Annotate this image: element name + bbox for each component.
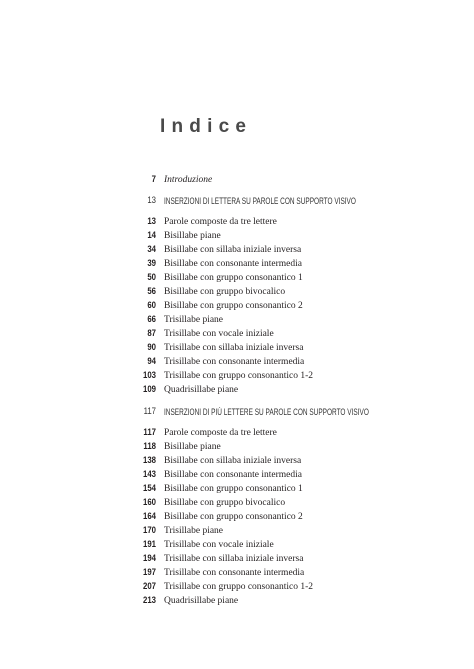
toc-entry (0, 285, 474, 299)
toc-page-number: 90 (147, 342, 156, 353)
toc-entry-label: Parole composte da tre lettere (164, 428, 277, 438)
toc-entry-label: Trisillabe con gruppo consonantico 1-2 (164, 582, 313, 592)
toc-entry (0, 383, 474, 397)
toc-entry-label: Trisillabe con gruppo consonantico 1-2 (164, 371, 313, 381)
toc-page-number: 191 (142, 539, 156, 550)
toc-entry (0, 440, 474, 454)
toc-page-number: 13 (147, 195, 156, 206)
toc-page-number: 160 (142, 497, 156, 508)
toc-entry-label: Bisillabe con gruppo bivocalico (164, 498, 286, 508)
toc-entry-label: Trisillabe piane (164, 315, 224, 325)
toc-entry (0, 496, 474, 510)
toc-entry (0, 369, 474, 383)
toc-page-number: 109 (142, 384, 156, 395)
toc-entry-label: Bisillabe con gruppo consonantico 2 (164, 301, 303, 311)
toc-entry (0, 566, 474, 580)
toc-page-number: 7 (151, 174, 156, 185)
toc-entry-label: Bisillabe con sillaba iniziale inversa (164, 456, 302, 466)
toc-entry-label: Trisillabe con sillaba iniziale inversa (164, 554, 304, 564)
toc-entry (0, 299, 474, 313)
toc-entry-label: Trisillabe con consonante intermedia (164, 568, 305, 578)
toc-entry (0, 257, 474, 271)
toc-entry (0, 243, 474, 257)
toc-page-number: 170 (142, 525, 156, 536)
toc-page-number: 103 (142, 370, 156, 381)
toc-page-number: 117 (143, 406, 156, 417)
toc-entry-label: Trisillabe con consonante intermedia (164, 357, 305, 367)
page-title: Indice (160, 116, 253, 137)
toc-entry (0, 482, 474, 496)
toc-page-number: 87 (147, 328, 156, 339)
toc-entry-label: Quadrisillabe piane (164, 596, 239, 606)
toc-entry-label: Bisillabe con gruppo consonantico 1 (164, 273, 303, 283)
toc-entry-label: Parole composte da tre lettere (164, 217, 277, 227)
toc-page-number: 117 (143, 427, 156, 438)
toc-entry-label: Bisillabe con gruppo bivocalico (164, 287, 286, 297)
toc-page-number: 34 (147, 244, 156, 255)
toc-entry-label: Bisillabe piane (164, 442, 221, 452)
toc-entry-label: Bisillabe con gruppo consonantico 2 (164, 512, 303, 522)
toc-page-number: 56 (147, 286, 156, 297)
toc-entry-label: Quadrisillabe piane (164, 385, 239, 395)
toc-entry (0, 173, 474, 187)
toc-entry-label: Trisillabe con sillaba iniziale inversa (164, 343, 304, 353)
toc-entry (0, 426, 474, 440)
toc-page-number: 94 (147, 356, 156, 367)
toc-entry (0, 313, 474, 327)
toc-page-number: 66 (147, 314, 156, 325)
toc-entry-label: Bisillabe con consonante intermedia (164, 470, 302, 480)
toc-entry (0, 538, 474, 552)
toc-entry (0, 215, 474, 229)
toc-entry (0, 229, 474, 243)
toc-entry (0, 468, 474, 482)
toc-entry (0, 594, 474, 608)
toc-page-number: 154 (142, 483, 156, 494)
toc-page-number: 164 (142, 511, 156, 522)
toc-section-label: INSERZIONI DI LETTERA SU PAROLE CON SUPPORTO VISIVO (164, 196, 356, 206)
toc-page-number: 197 (142, 567, 156, 578)
toc-entry-label: Bisillabe con gruppo consonantico 1 (164, 484, 303, 494)
toc-section-heading (0, 405, 474, 419)
toc-entry (0, 327, 474, 341)
toc-entry-label: Trisillabe con vocale iniziale (164, 329, 274, 339)
toc-entry-label: Bisillabe piane (164, 231, 221, 241)
toc-entry-label: Bisillabe con sillaba iniziale inversa (164, 245, 302, 255)
toc-entry-label: Introduzione (164, 175, 213, 185)
toc-page-number: 118 (143, 441, 156, 452)
toc-section-heading (0, 194, 474, 208)
toc-page-number: 14 (147, 230, 156, 241)
toc-entry-label: Bisillabe con consonante intermedia (164, 259, 302, 269)
toc-entry (0, 524, 474, 538)
toc-page-number: 143 (142, 469, 156, 480)
toc-page-number: 50 (147, 272, 156, 283)
toc-page-number: 207 (142, 581, 156, 592)
toc-entry (0, 355, 474, 369)
toc-page-number: 138 (142, 455, 156, 466)
toc-entry-label: Trisillabe piane (164, 526, 224, 536)
toc-page-number: 213 (142, 595, 156, 606)
toc-section-label: INSERZIONI DI PIÙ LETTERE SU PAROLE CON SUPPORTO VISIVO (164, 407, 369, 417)
toc-entry (0, 510, 474, 524)
toc-page-number: 194 (142, 553, 156, 564)
toc-entry-label: Trisillabe con vocale iniziale (164, 540, 274, 550)
toc-entry (0, 580, 474, 594)
toc-entry (0, 341, 474, 355)
toc-page-number: 39 (147, 258, 156, 269)
toc-page-number: 13 (147, 216, 156, 227)
toc-page-number: 60 (147, 300, 156, 311)
toc-entry (0, 454, 474, 468)
toc-entry (0, 271, 474, 285)
toc-entry (0, 552, 474, 566)
